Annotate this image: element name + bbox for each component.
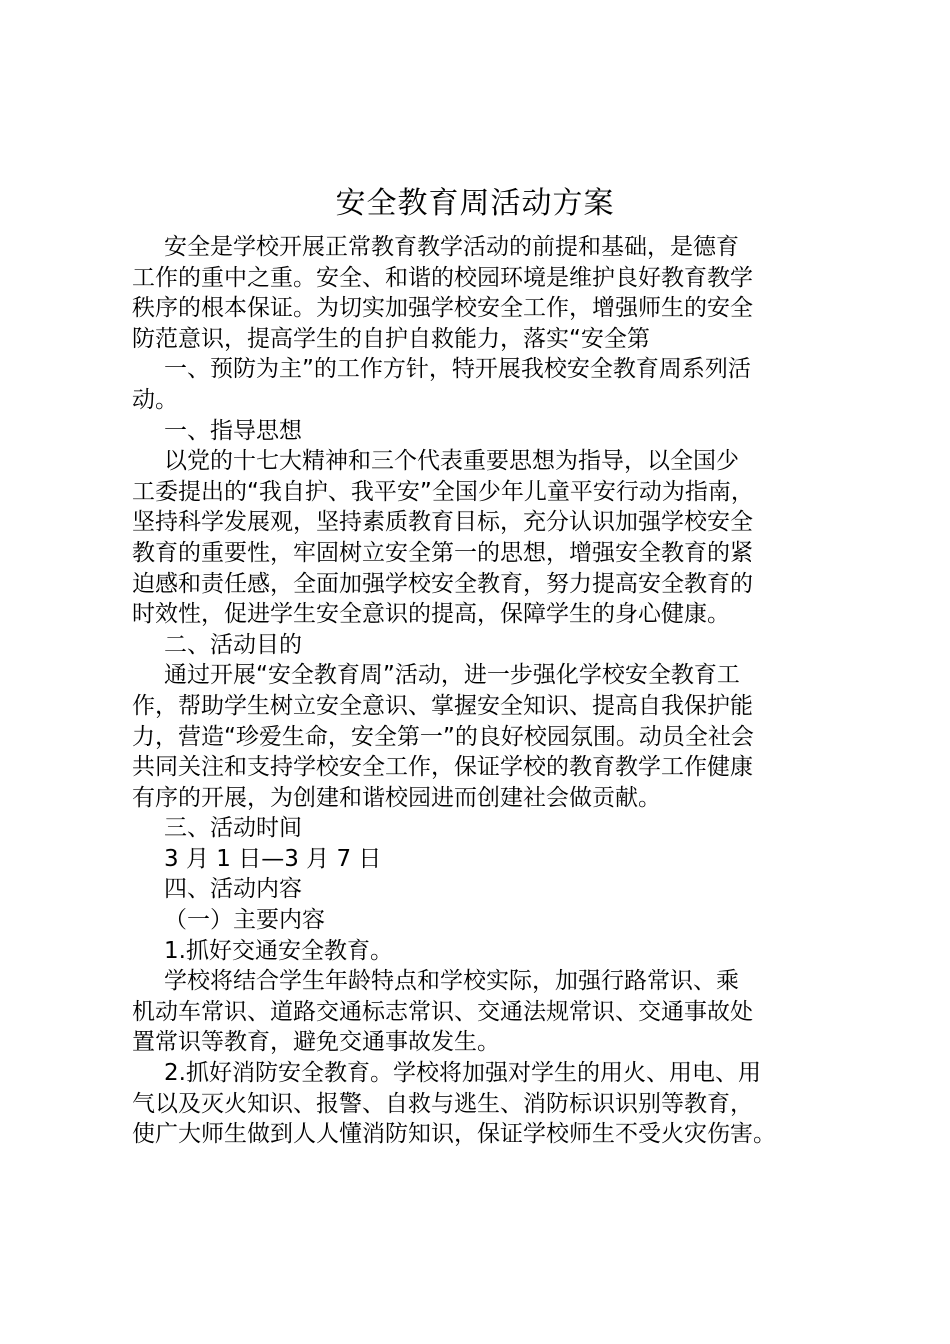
body-line: 以党的十七大精神和三个代表重要思想为指导，以全国少: [164, 448, 739, 475]
body-line: 防范意识，提高学生的自护自救能力，落实“安全第: [132, 325, 650, 352]
body-line: 四、活动内容: [164, 876, 302, 903]
body-line: 秩序的根本保证。为切实加强学校安全工作，增强师生的安全: [132, 295, 753, 322]
body-line: 置常识等教育，避免交通事故发生。: [132, 1029, 500, 1056]
body-line: 工作的重中之重。安全、和谐的校园环境是维护良好教育教学: [132, 264, 753, 291]
body-line: 气以及灭火知识、报警、自救与逃生、消防标识识别等教育，: [132, 1090, 753, 1117]
body-line: 教育的重要性，牢固树立安全第一的思想，增强安全教育的紧: [132, 539, 753, 566]
body-line: 二、活动目的: [164, 631, 302, 658]
body-line: 力，营造“珍爱生命，安全第一”的良好校园氛围。动员全社会: [132, 723, 754, 750]
body-line: 学校将结合学生年龄特点和学校实际，加强行路常识、乘: [164, 968, 739, 995]
body-line: 三、活动时间: [164, 815, 302, 842]
document-title: 安全教育周活动方案: [335, 186, 615, 221]
body-line: 机动车常识、道路交通标志常识、交通法规常识、交通事故处: [132, 998, 753, 1025]
body-line: 作，帮助学生树立安全意识、掌握安全知识、提高自我保护能: [132, 692, 753, 719]
body-line: 迫感和责任感，全面加强学校安全教育，努力提高安全教育的: [132, 570, 753, 597]
body-line: 坚持科学发展观，坚持素质教育目标，充分认识加强学校安全: [132, 509, 753, 536]
body-line: （一）主要内容: [164, 907, 325, 934]
body-line: 动。: [132, 386, 178, 413]
body-line: 一、预防为主”的工作方针，特开展我校安全教育周系列活: [164, 356, 751, 383]
body-line: 时效性，促进学生安全意识的提高，保障学生的身心健康。: [132, 601, 730, 628]
body-line: 共同关注和支持学校安全工作，保证学校的教育教学工作健康: [132, 754, 753, 781]
body-line: 通过开展“安全教育周”活动，进一步强化学校安全教育工: [164, 662, 740, 689]
body-line: 有序的开展，为创建和谐校园进而创建社会做贡献。: [132, 784, 661, 811]
body-line: 3 月 1 日—3 月 7 日: [164, 845, 382, 872]
body-line: 一、指导思想: [164, 417, 302, 444]
body-line: 1.抓好交通安全教育。: [164, 937, 393, 964]
document-body: [132, 232, 832, 1150]
body-line: 使广大师生做到人人懂消防知识，保证学校师生不受火灾伤害。: [132, 1121, 776, 1148]
body-line: 工委提出的“我自护、我平安”全国少年儿童平安行动为指南，: [132, 478, 754, 505]
body-line: 2.抓好消防安全教育。学校将加强对学生的用火、用电、用: [164, 1060, 761, 1087]
body-line: 安全是学校开展正常教育教学活动的前提和基础，是德育: [164, 234, 739, 260]
